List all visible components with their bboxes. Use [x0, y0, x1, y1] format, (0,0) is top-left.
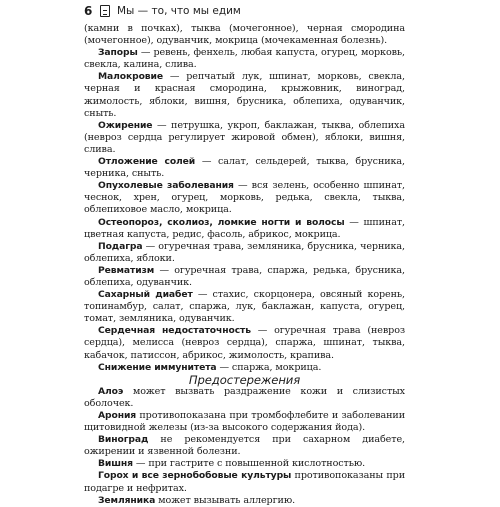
item-text: — стахис, скорцонера, овсяный корень, топинамбур, салат, спаржа, лук, баклажан, капуста, огурец, томат, земляника, одуванчик. — [84, 289, 406, 325]
list-item — [84, 156, 405, 180]
warning-text: — при гастрите с повышенной кислотностью. — [132, 458, 366, 470]
item-term: Ревматизм — [98, 264, 155, 276]
warning-item — [84, 470, 405, 494]
item-term: Малокровие — [98, 71, 163, 83]
item-text: — салат, сельдерей, тыква, брусника, черника, сныть. — [84, 156, 405, 180]
warning-text: не рекомендуется при сахарном диабете, ожирении и язвенной болезни. — [84, 434, 405, 458]
list-item — [84, 362, 405, 374]
warning-text: противопоказаны при подагре и нефритах. — [84, 470, 405, 494]
running-title: Мы — то, что мы едим — [117, 5, 241, 17]
page-body — [84, 23, 405, 507]
item-text: — огуречная трава, земляника, брусника, черника, облепиха, яблоки. — [84, 240, 405, 264]
item-text: — шпинат, цветная капуста, редис, фасоль, абрикос, мокрица. — [84, 216, 406, 240]
item-term: Опухолевые заболевания — [98, 180, 234, 192]
item-term: Отложение солей — [98, 156, 196, 168]
item-term: Снижение иммунитета — [98, 361, 217, 373]
item-term: Ожирение — [98, 119, 153, 131]
page-header — [84, 3, 484, 19]
continued-paragraph — [84, 23, 405, 47]
warning-text: может вызывать аллергию. — [155, 494, 296, 506]
item-text: — огуречная трава (невроз сердца), мелисса (невроз сердца), спаржа, шпинат, тыква, кабачок, патиссон, абрикос, жимолость, крапива. — [84, 325, 406, 361]
warning-term: Земляника — [98, 494, 156, 506]
warning-item — [84, 458, 405, 470]
item-text: — петрушка, укроп, баклажан, тыква, облепиха (невроз сердца регулирует жировой обмен), яблоки, вишня, слива. — [84, 119, 405, 155]
item-term: Подагра — [98, 240, 143, 252]
warning-item — [84, 386, 405, 410]
warning-item — [84, 495, 405, 507]
item-term: Сахарный диабет — [98, 289, 193, 301]
list-item — [84, 120, 405, 156]
warning-item — [84, 410, 405, 434]
warning-term: Алоэ — [98, 385, 124, 397]
warning-term: Арония — [98, 410, 137, 421]
item-text: — огуречная трава, спаржа, редька, брусника, облепиха, одуванчик. — [84, 264, 405, 288]
warning-term: Вишня — [98, 458, 133, 470]
item-text: — вся зелень, особенно шпинат, чеснок, хрен, огурец, морковь, редька, свекла, тыква, облепиховое масло, мокрица. — [84, 180, 405, 216]
item-term: Остеопороз, сколиоз, ломкие ногти и волосы — [98, 216, 345, 228]
list-item — [84, 289, 405, 325]
page-number: 6 — [84, 4, 93, 18]
list-item — [84, 71, 405, 119]
warning-term: Горох и все зернобобовые культуры — [98, 470, 292, 482]
section-heading: Предостережения — [188, 372, 301, 387]
list-item — [84, 217, 405, 241]
item-text: — репчатый лук, шпинат, морковь, свекла, черная и красная смородина, крыжовник, виноград, жимолость, яблоки, вишня, брусника, облепиха, одуванчик, сныть. — [84, 71, 405, 119]
list-item — [84, 265, 405, 289]
item-term: Сердечная недостаточность — [98, 325, 251, 337]
list-item — [84, 180, 405, 216]
item-term: Запоры — [98, 47, 138, 59]
list-item — [84, 47, 405, 71]
list-item — [84, 241, 405, 265]
item-text: — ревень, фенхель, любая капуста, огурец, морковь, свекла, калина, слива. — [84, 47, 405, 71]
list-item — [84, 325, 405, 361]
warning-text: противопоказана при тромбофлебите и заболевании щитовидной железы (из-за высокого содержания йода). — [84, 410, 405, 434]
continued-text: (камни в почках), тыква (мочегонное), черная смородина (мочегонное), одуванчик, мокрица (мочекаменная болезнь). — [84, 23, 405, 47]
book-icon — [100, 5, 110, 17]
item-text: — спаржа, мокрица. — [216, 361, 322, 373]
warning-text: может вызвать раздражение кожи и слизистых оболочек. — [84, 385, 405, 409]
warning-term: Виноград — [98, 434, 149, 446]
warning-item — [84, 434, 405, 458]
